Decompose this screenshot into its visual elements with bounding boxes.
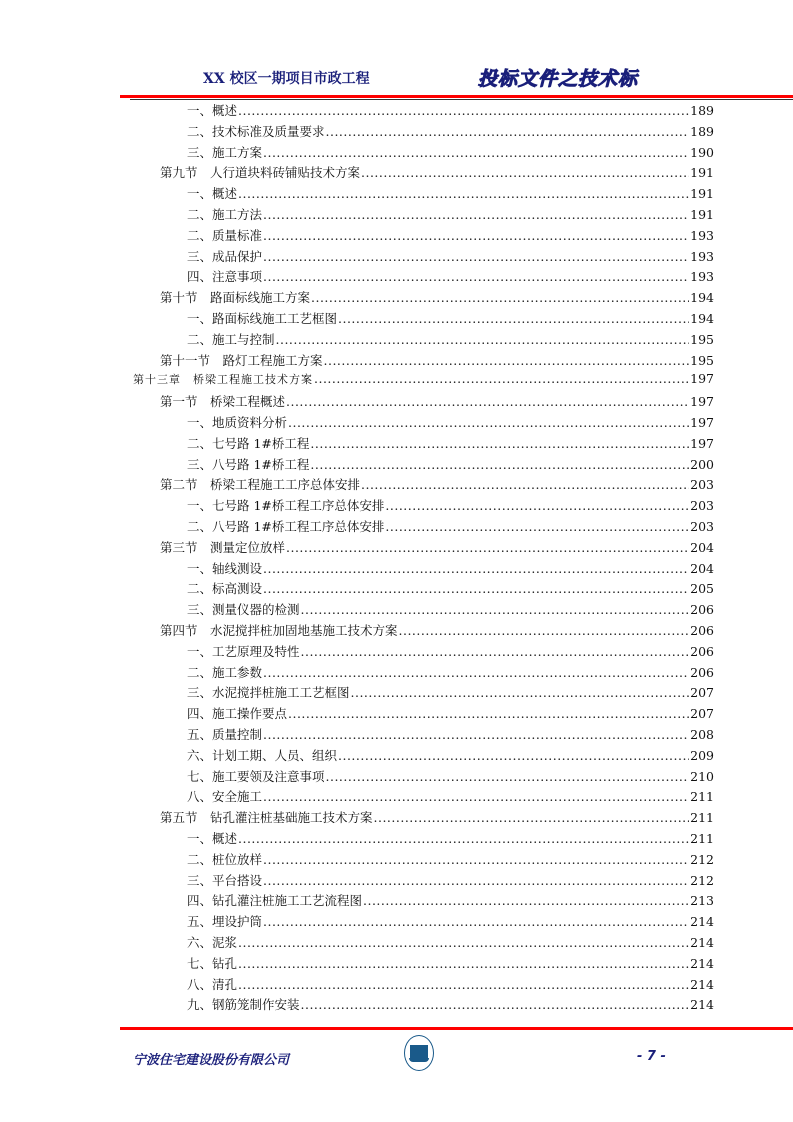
toc-leader-dots	[311, 290, 689, 305]
toc-entry[interactable]	[187, 559, 714, 579]
toc-entry[interactable]	[133, 371, 714, 391]
toc-entry[interactable]	[187, 600, 714, 620]
toc-entry[interactable]	[187, 871, 714, 891]
toc-entry-label: 一、轴线测设	[187, 560, 263, 576]
toc-entry-label: 二、标高测设	[187, 581, 263, 597]
toc-entry-label: 一、概述	[187, 831, 238, 846]
toc-entry-page: 190	[690, 144, 714, 160]
toc-entry-page: 191	[690, 207, 714, 222]
toc-entry-label: 三、测量仪器的检测	[187, 602, 300, 618]
toc-entry[interactable]	[160, 808, 714, 828]
toc-entry-page: 210	[690, 768, 714, 784]
toc-entry-label: 二、八号路 1#桥工程工序总体安排	[187, 519, 385, 534]
toc-leader-dots	[326, 769, 690, 784]
toc-entry-label: 八、安全施工	[187, 789, 263, 805]
toc-leader-dots	[374, 810, 690, 825]
toc-entry[interactable]	[187, 850, 714, 870]
toc-leader-dots	[301, 602, 690, 617]
toc-entry-page: 194	[690, 311, 714, 326]
toc-entry[interactable]	[187, 309, 714, 329]
toc-entry-label: 第二节 桥梁工程施工工序总体安排	[160, 477, 361, 493]
toc-entry-label: 第十三章 桥梁工程施工技术方案	[133, 373, 313, 387]
toc-entry[interactable]	[187, 829, 714, 849]
toc-entry[interactable]	[187, 122, 714, 142]
toc-entry[interactable]	[160, 621, 714, 641]
toc-entry-label: 三、平台搭设	[187, 872, 263, 888]
toc-entry[interactable]	[187, 683, 714, 703]
toc-entry-page: 204	[690, 560, 714, 576]
toc-entry-label: 六、泥浆	[187, 935, 238, 950]
toc-leader-dots	[301, 644, 690, 659]
toc-entry[interactable]	[187, 517, 714, 537]
toc-leader-dots	[288, 706, 689, 721]
toc-entry-label: 第四节 水泥搅拌桩加固地基施工技术方案	[160, 623, 398, 638]
toc-leader-dots	[326, 124, 690, 139]
toc-leader-dots	[263, 727, 689, 742]
toc-entry[interactable]	[187, 143, 714, 163]
toc-entry[interactable]	[160, 163, 714, 183]
toc-entry-page: 189	[690, 103, 714, 118]
toc-entry-label: 三、八号路 1#桥工程	[187, 456, 310, 472]
toc-leader-dots	[238, 186, 689, 201]
footer-company-name: 宁波住宅建设股份有限公司	[133, 1053, 290, 1068]
toc-entry[interactable]	[187, 579, 714, 599]
toc-entry[interactable]	[187, 975, 714, 995]
toc-entry-page: 203	[690, 519, 714, 534]
toc-entry-label: 七、施工要领及注意事项	[187, 768, 325, 784]
toc-entry-label: 一、七号路 1#桥工程工序总体安排	[187, 498, 385, 514]
toc-entry-label: 一、工艺原理及特性	[187, 643, 300, 659]
toc-entry-page: 193	[690, 227, 714, 243]
toc-entry-page: 211	[690, 810, 714, 826]
toc-entry-label: 七、钻孔	[187, 955, 238, 971]
toc-entry-page: 204	[690, 539, 714, 555]
toc-entry-label: 第五节 钻孔灌注桩基础施工技术方案	[160, 810, 373, 826]
toc-entry-page: 197	[690, 415, 714, 430]
toc-entry-page: 206	[690, 643, 714, 659]
toc-entry-page: 207	[690, 685, 714, 701]
toc-entry-page: 211	[690, 831, 714, 846]
header-divider	[120, 95, 793, 98]
toc-entry-page: 212	[690, 851, 714, 867]
toc-entry-page: 197	[690, 371, 714, 387]
toc-leader-dots	[263, 145, 689, 160]
toc-entry-label: 八、清孔	[187, 976, 238, 992]
toc-leader-dots	[338, 748, 689, 763]
toc-entry-label: 一、概述	[187, 186, 238, 202]
toc-entry-page: 200	[690, 456, 714, 472]
toc-entry-page: 197	[690, 435, 714, 451]
toc-entry[interactable]	[187, 891, 714, 911]
toc-leader-dots	[263, 207, 689, 222]
toc-entry-label: 四、注意事项	[187, 269, 263, 285]
toc-entry-label: 三、成品保护	[187, 248, 263, 264]
toc-leader-dots	[361, 477, 689, 492]
toc-entry[interactable]	[187, 226, 714, 246]
header-project-title: XX 校区一期项目市政工程	[203, 71, 370, 87]
toc-leader-dots	[385, 498, 689, 513]
toc-entry-label: 五、埋设护筒	[187, 914, 263, 930]
toc-entry-page: 193	[690, 248, 714, 264]
toc-entry-page: 205	[690, 581, 714, 597]
toc-leader-dots	[310, 457, 689, 472]
toc-entry-page: 206	[690, 602, 714, 618]
toc-leader-dots	[399, 623, 690, 638]
header-divider-thin	[130, 99, 793, 100]
toc-entry[interactable]	[187, 247, 714, 267]
toc-entry-label: 二、桩位放样	[187, 851, 263, 867]
toc-leader-dots	[263, 269, 689, 284]
toc-leader-dots	[263, 561, 689, 576]
toc-entry-label: 三、水泥搅拌桩施工工艺框图	[187, 685, 350, 701]
toc-entry-page: 203	[690, 498, 714, 514]
toc-entry[interactable]	[187, 434, 714, 454]
toc-entry-page: 195	[690, 331, 714, 347]
toc-entry-label: 第十节 路面标线施工方案	[160, 290, 311, 306]
toc-entry-page: 214	[690, 997, 714, 1013]
toc-leader-dots	[338, 311, 689, 326]
toc-entry[interactable]	[187, 267, 714, 287]
toc-entry-label: 六、计划工期、人员、组织	[187, 747, 338, 763]
toc-leader-dots	[238, 956, 689, 971]
toc-entry[interactable]	[187, 330, 714, 350]
toc-leader-dots	[238, 831, 689, 846]
toc-entry-label: 二、技术标准及质量要求	[187, 123, 325, 139]
toc-entry-page: 206	[690, 623, 714, 638]
toc-entry-page: 193	[690, 269, 714, 285]
toc-entry-page: 214	[690, 955, 714, 971]
toc-leader-dots	[263, 581, 689, 596]
toc-entry-page: 212	[690, 872, 714, 888]
toc-entry-label: 第十一节 路灯工程施工方案	[160, 352, 323, 368]
toc-leader-dots	[351, 685, 690, 700]
toc-leader-dots	[238, 103, 689, 118]
toc-entry[interactable]	[187, 184, 714, 204]
toc-entry-page: 194	[690, 290, 714, 306]
toc-leader-dots	[310, 436, 689, 451]
toc-entry-label: 二、施工方法	[187, 207, 263, 222]
toc-entry-page: 211	[690, 789, 714, 805]
toc-entry[interactable]	[187, 767, 714, 787]
toc-entry-page: 191	[690, 186, 714, 202]
toc-entry-label: 一、路面标线施工工艺框图	[187, 311, 338, 326]
toc-entry-page: 206	[690, 664, 714, 680]
footer-divider	[120, 1027, 793, 1030]
toc-entry-label: 二、七号路 1#桥工程	[187, 435, 310, 451]
toc-entry[interactable]	[187, 995, 714, 1015]
toc-entry[interactable]	[187, 746, 714, 766]
toc-leader-dots	[263, 665, 689, 680]
toc-entry-label: 三、施工方案	[187, 144, 263, 160]
toc-leader-dots	[263, 249, 689, 264]
toc-entry-page: 214	[690, 914, 714, 930]
toc-entry-page: 195	[690, 352, 714, 368]
toc-leader-dots	[301, 997, 690, 1012]
toc-entry-label: 二、施工与控制	[187, 331, 275, 347]
toc-entry[interactable]	[187, 205, 714, 225]
toc-leader-dots	[276, 332, 690, 347]
toc-entry-page: 191	[690, 165, 714, 181]
toc-entry-label: 第九节 人行道块料砖铺贴技术方案	[160, 165, 361, 181]
toc-entry-label: 第一节 桥梁工程概述	[160, 394, 286, 410]
toc-leader-dots	[314, 371, 689, 386]
toc-entry[interactable]	[160, 288, 714, 308]
toc-entry[interactable]	[187, 725, 714, 745]
toc-leader-dots	[238, 935, 689, 950]
toc-entry-label: 五、质量控制	[187, 727, 263, 742]
toc-entry[interactable]	[187, 455, 714, 475]
toc-entry-page: 209	[690, 747, 714, 763]
toc-entry[interactable]	[187, 642, 714, 662]
toc-entry-page: 189	[690, 123, 714, 139]
toc-leader-dots	[324, 353, 690, 368]
toc-entry[interactable]	[160, 538, 714, 558]
toc-leader-dots	[286, 394, 689, 409]
toc-entry-label: 一、地质资料分析	[187, 415, 288, 430]
company-logo-icon	[404, 1035, 434, 1071]
toc-leader-dots	[263, 914, 689, 929]
toc-leader-dots	[361, 165, 689, 180]
header-document-title: 投标文件之技术标	[478, 68, 639, 90]
toc-leader-dots	[263, 789, 689, 804]
toc-leader-dots	[385, 519, 689, 534]
toc-entry[interactable]	[160, 392, 714, 412]
toc-entry-page: 203	[690, 477, 714, 493]
toc-leader-dots	[263, 228, 689, 243]
toc-entry[interactable]	[187, 787, 714, 807]
toc-entry[interactable]	[160, 475, 714, 495]
toc-entry-label: 九、钢筋笼制作安装	[187, 997, 300, 1013]
toc-entry[interactable]	[187, 933, 714, 953]
toc-leader-dots	[263, 873, 689, 888]
toc-entry[interactable]	[187, 496, 714, 516]
toc-entry[interactable]	[187, 704, 714, 724]
toc-leader-dots	[288, 415, 689, 430]
toc-entry[interactable]	[187, 954, 714, 974]
toc-entry-page: 208	[690, 727, 714, 742]
toc-entry[interactable]	[160, 351, 714, 371]
toc-leader-dots	[238, 977, 689, 992]
toc-entry-page: 214	[690, 935, 714, 950]
toc-entry[interactable]	[187, 912, 714, 932]
toc-entry-page: 207	[690, 706, 714, 722]
toc-leader-dots	[263, 852, 689, 867]
toc-entry-label: 二、施工参数	[187, 664, 263, 680]
toc-entry[interactable]	[187, 101, 714, 121]
toc-entry-label: 四、钻孔灌注桩施工工艺流程图	[187, 893, 363, 909]
toc-entry[interactable]	[187, 663, 714, 683]
toc-entry-page: 213	[690, 893, 714, 909]
toc-leader-dots	[363, 893, 689, 908]
toc-entry-label: 四、施工操作要点	[187, 706, 288, 722]
toc-entry[interactable]	[187, 413, 714, 433]
toc-entry-page: 197	[690, 394, 714, 410]
toc-entry-label: 二、质量标准	[187, 227, 263, 243]
page-number: - 7 -	[637, 1049, 666, 1064]
toc-entry-label: 一、概述	[187, 103, 238, 118]
toc-leader-dots	[286, 540, 689, 555]
toc-entry-label: 第三节 测量定位放样	[160, 539, 286, 555]
toc-entry-page: 214	[690, 976, 714, 992]
